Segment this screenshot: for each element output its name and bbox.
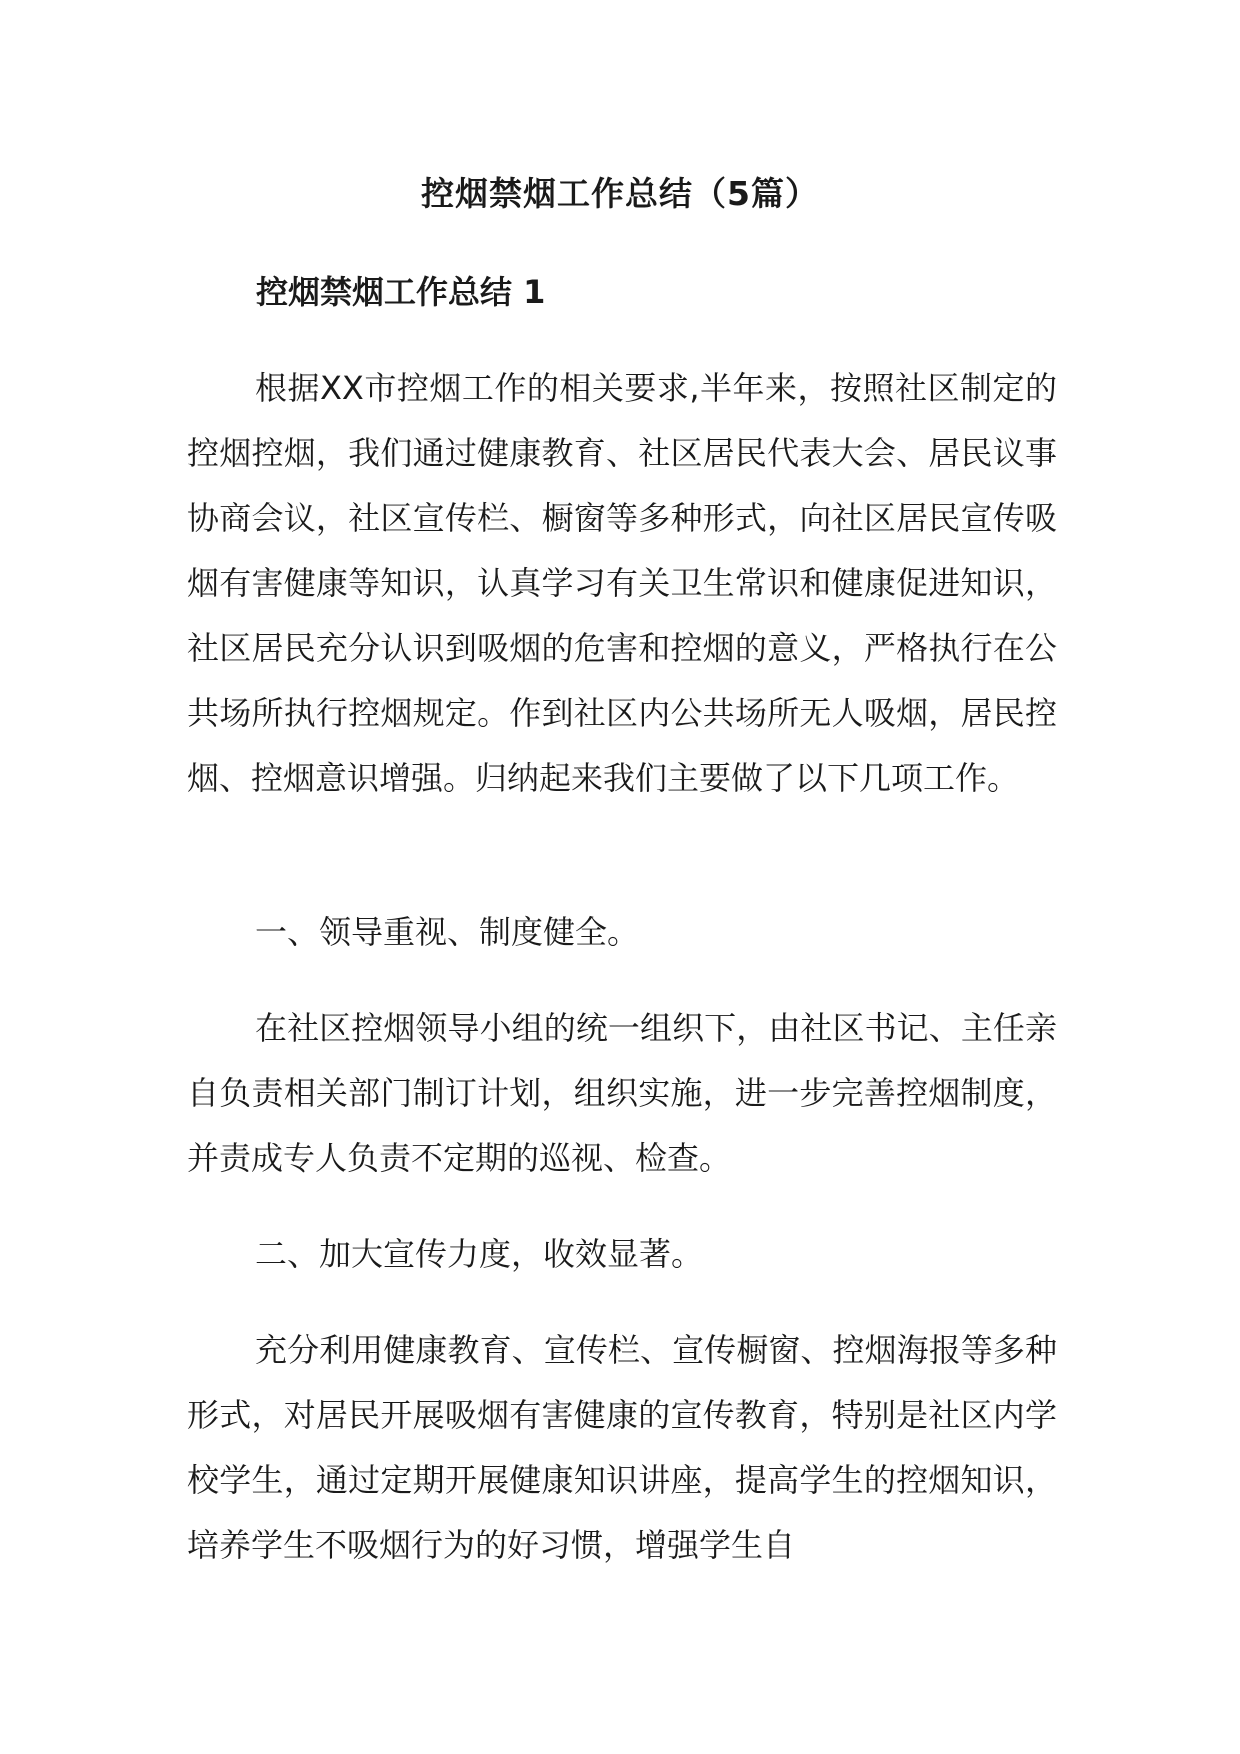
subheading-publicity: 二、加大宣传力度，收效显著。 [255, 1235, 704, 1273]
subheading-leadership: 一、领导重视、制度健全。 [255, 913, 640, 951]
paragraph-leadership: 在社区控烟领导小组的统一组织下，由社区书记、主任亲自负责相关部门制订计划，组织实施，进一步完善控烟制度，并责成专人负责不定期的巡视、检查。 [187, 1009, 1057, 1177]
section-heading: 控烟禁烟工作总结 1 [256, 273, 546, 311]
paragraph-publicity: 充分利用健康教育、宣传栏、宣传橱窗、控烟海报等多种形式，对居民开展吸烟有害健康的宣传教育，特别是社区内学校学生，通过定期开展健康知识讲座，提高学生的控烟知识，培养学生不吸烟行为的好习惯，增强学生自 [187, 1331, 1057, 1564]
paragraph-intro: 根据XX市控烟工作的相关要求,半年来，按照社区制定的控烟控烟，我们通过健康教育、社区居民代表大会、居民议事协商会议，社区宣传栏、橱窗等多种形式，向社区居民宣传吸烟有害健康等知识，认真学习有关卫生常识和健康促进知识，社区居民充分认识到吸烟的危害和控烟的意义，严格执行在公共场所执行控烟规定。作到社区内公共场所无人吸烟，居民控烟、控烟意识增强。归纳起来我们主要做了以下几项工作。 [187, 369, 1057, 797]
document-title: 控烟禁烟工作总结（5篇） [421, 174, 819, 213]
